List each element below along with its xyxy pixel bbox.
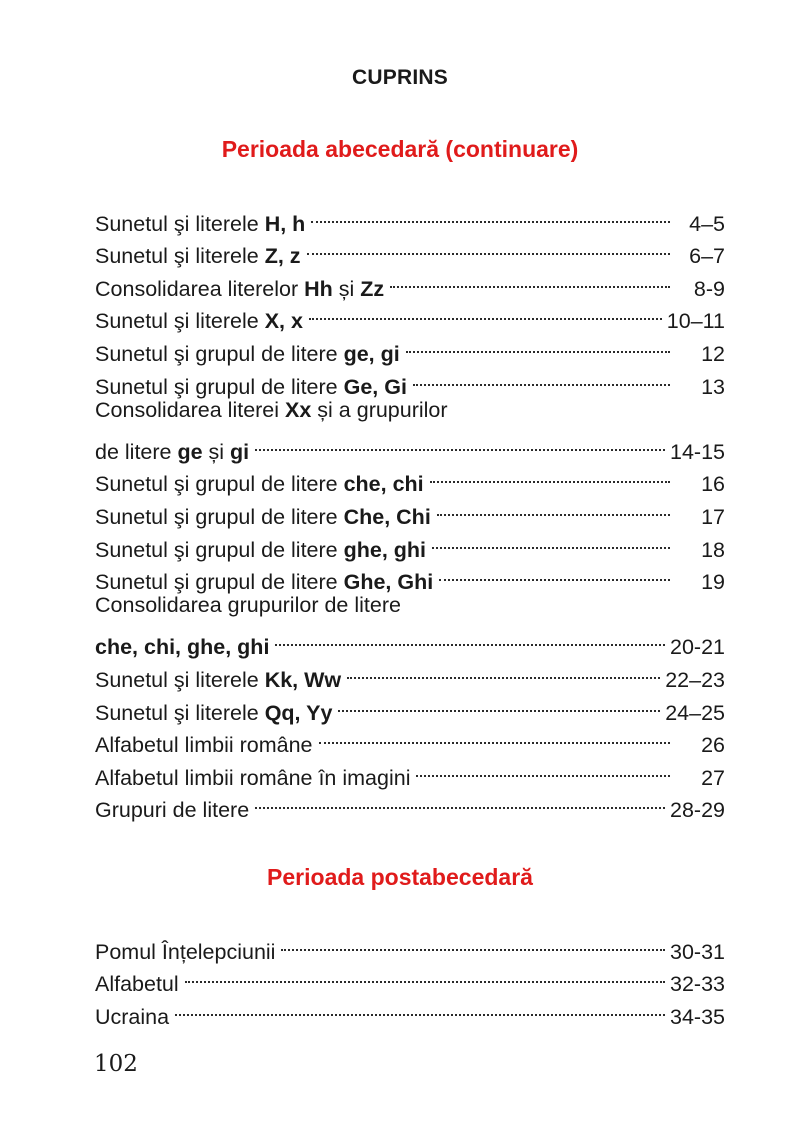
toc-entry-bold-letters: X, x xyxy=(264,309,303,334)
toc-entry-title xyxy=(95,794,249,827)
toc-entry-text: Consolidarea literelor xyxy=(95,276,305,301)
toc-entry-page: 10–11 xyxy=(666,309,725,334)
page-number: 102 xyxy=(94,1051,138,1077)
toc-entry-title xyxy=(95,534,426,567)
dot-leader xyxy=(390,263,670,296)
dot-leader xyxy=(416,752,670,785)
toc-entry-title xyxy=(95,436,249,469)
dot-leader xyxy=(406,328,670,361)
toc-entry-title xyxy=(95,589,401,622)
toc-entry-page: 34-35 xyxy=(670,1004,725,1029)
toc-entry-title xyxy=(95,501,431,534)
toc-entry[interactable] xyxy=(95,926,725,964)
toc-entry-bold-letters: che, chi xyxy=(343,472,424,497)
dot-leader xyxy=(439,557,670,590)
toc-entry-title xyxy=(95,1001,169,1034)
toc-entry-bold-letters: Z, z xyxy=(264,244,301,269)
dot-leader xyxy=(338,687,660,720)
page-title: CUPRINS xyxy=(352,66,448,89)
toc-entry-text: și xyxy=(332,276,361,301)
toc-entry-page: 28-29 xyxy=(670,798,725,823)
toc-entry-text: Sunetul şi literele xyxy=(95,700,265,725)
toc-entry-bold-letters: Hh xyxy=(304,276,333,301)
toc-entry[interactable] xyxy=(95,959,725,997)
toc-entry-title xyxy=(95,468,424,501)
section-heading-abecedara: Perioada abecedară (continuare) xyxy=(221,136,579,162)
toc-entry-bold-letters: Kk, Ww xyxy=(264,667,342,692)
toc-entry-text: și a grupurilor xyxy=(311,397,448,422)
dot-leader xyxy=(255,426,665,459)
toc-entry-bold-letters: Zz xyxy=(360,276,385,301)
dot-leader xyxy=(430,459,670,492)
toc-entry-text: Consolidarea grupurilor de litere xyxy=(95,593,401,618)
toc-entry-page: 13 xyxy=(701,374,725,399)
toc-entry-title xyxy=(95,305,303,338)
dot-leader xyxy=(307,231,670,264)
dot-leader xyxy=(347,654,660,687)
toc-entry-text: Sunetul şi grupul de litere xyxy=(95,341,344,366)
toc-entry-title xyxy=(95,338,400,371)
toc-entry-page: 26 xyxy=(701,733,725,758)
toc-entry[interactable] xyxy=(95,622,725,660)
toc-entry-text: Sunetul şi literele xyxy=(95,309,265,334)
toc-entry-text: Alfabetul xyxy=(95,972,179,997)
dot-leader xyxy=(437,491,670,524)
dot-leader xyxy=(413,361,670,394)
toc-entry-text: Sunetul şi grupul de litere xyxy=(95,570,344,595)
toc-entry[interactable] xyxy=(95,426,725,464)
toc-entry-bold-letters: che, chi, ghe, ghi xyxy=(95,635,270,660)
toc-entry-bold-letters: Che, Chi xyxy=(343,504,431,529)
toc-entry-page: 30-31 xyxy=(670,939,725,964)
toc-entry-title xyxy=(95,631,269,664)
toc-entry-text: Alfabetul limbii române în imagini xyxy=(95,765,411,790)
toc-entry-text: Sunetul şi grupul de litere xyxy=(95,472,344,497)
toc-entry-text: Grupuri de litere xyxy=(95,798,250,823)
toc-entry-title xyxy=(95,697,332,730)
dot-leader xyxy=(432,524,670,557)
toc-entry-title xyxy=(95,729,313,762)
toc-entry-title xyxy=(95,664,341,697)
toc-entry[interactable] xyxy=(95,394,725,427)
toc-entry-title xyxy=(95,240,301,273)
toc-entry-page: 6–7 xyxy=(689,244,725,269)
toc-entry-page: 12 xyxy=(701,341,725,366)
toc-entry[interactable] xyxy=(95,198,725,236)
toc-entry-page: 20-21 xyxy=(670,635,725,660)
dot-leader xyxy=(319,720,671,753)
toc-entry-page: 18 xyxy=(701,537,725,562)
dot-leader xyxy=(281,926,665,959)
toc-entry-text: Sunetul şi literele xyxy=(95,667,265,692)
toc-entry-bold-letters: ghe, ghi xyxy=(343,537,427,562)
toc-entry-bold-letters: Qq, Yy xyxy=(264,700,333,725)
toc-entry-page: 22–23 xyxy=(665,667,725,692)
dot-leader xyxy=(185,959,665,992)
dot-leader xyxy=(175,991,665,1024)
toc-entry-bold-letters: ge, gi xyxy=(343,341,400,366)
toc-entry-page: 14-15 xyxy=(670,439,725,464)
toc-section-postabecedara xyxy=(95,926,725,1029)
toc-entry-page: 27 xyxy=(701,765,725,790)
toc-entry-text: Sunetul şi grupul de litere xyxy=(95,504,344,529)
toc-entry-title xyxy=(95,968,179,1001)
toc-entry-text: Sunetul şi literele xyxy=(95,211,265,236)
toc-entry-title xyxy=(95,208,305,241)
toc-entry-text: de litere xyxy=(95,439,178,464)
toc-entry-bold-letters: gi xyxy=(230,439,250,464)
toc-entry-text: Consolidarea literei xyxy=(95,397,286,422)
toc-entry-text: și xyxy=(202,439,231,464)
toc-entry-bold-letters: H, h xyxy=(264,211,306,236)
toc-entry-text: Ucraina xyxy=(95,1004,170,1029)
toc-entry[interactable] xyxy=(95,991,725,1029)
toc-entry-text: Alfabetul limbii române xyxy=(95,733,313,758)
toc-entry-text: Sunetul şi grupul de litere xyxy=(95,537,344,562)
toc-entry-page: 8-9 xyxy=(693,276,725,301)
toc-section-abecedara xyxy=(95,198,725,823)
toc-entry-page: 17 xyxy=(701,504,725,529)
toc-entry-text: Sunetul şi literele xyxy=(95,244,265,269)
toc-entry-bold-letters: Ge, Gi xyxy=(343,374,407,399)
dot-leader xyxy=(311,198,670,231)
toc-entry-page: 4–5 xyxy=(689,211,725,236)
toc-entry-bold-letters: ge xyxy=(177,439,203,464)
toc-entry-text: Pomul Înțelepciunii xyxy=(95,939,276,964)
toc-entry-page: 19 xyxy=(701,570,725,595)
toc-entry-text: Sunetul şi grupul de litere xyxy=(95,374,344,399)
toc-entry-bold-letters: Xx xyxy=(285,397,312,422)
dot-leader xyxy=(275,622,665,655)
toc-entry-page: 16 xyxy=(701,472,725,497)
toc-entry-page: 32-33 xyxy=(670,972,725,997)
dot-leader xyxy=(255,785,665,818)
toc-entry-title xyxy=(95,394,448,427)
dot-leader xyxy=(309,296,662,329)
toc-entry-page: 24–25 xyxy=(665,700,725,725)
section-heading-postabecedara: Perioada postabecedară xyxy=(267,864,533,890)
toc-entry-bold-letters: Ghe, Ghi xyxy=(343,570,434,595)
